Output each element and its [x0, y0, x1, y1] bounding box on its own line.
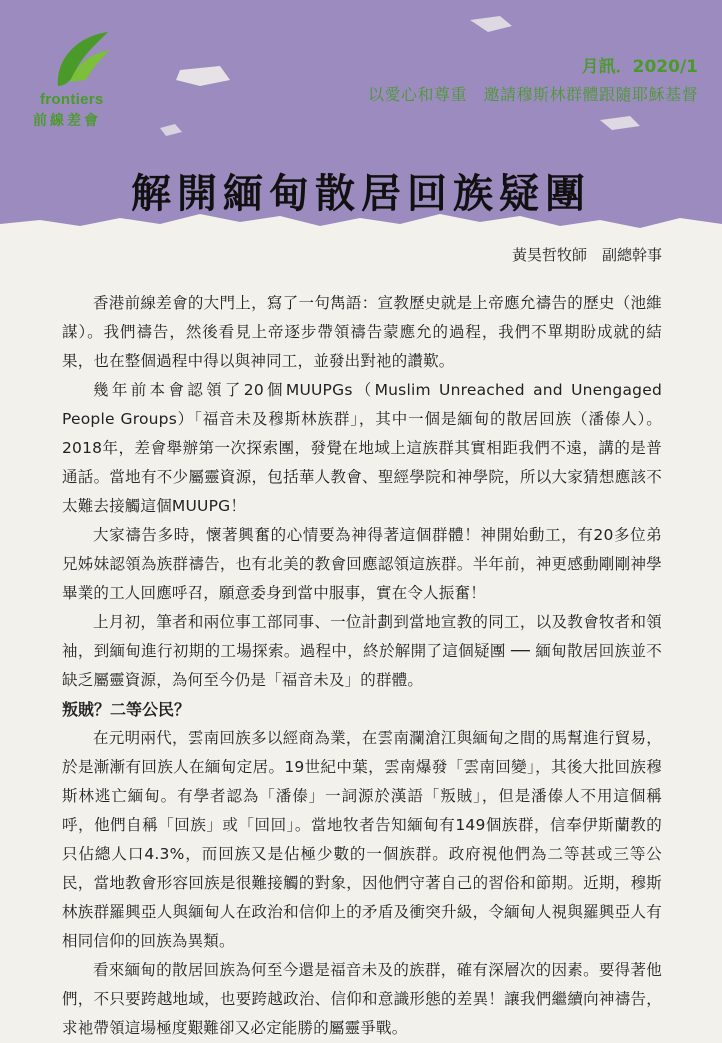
- logo-text: frontiers: [40, 91, 104, 108]
- tagline: 以愛心和尊重 邀請穆斯林群體跟隨耶穌基督: [367, 85, 698, 104]
- logo-subtext: 前線差會: [33, 113, 101, 129]
- article-title: 解開緬甸散居回族疑團: [131, 170, 591, 217]
- paragraph: 幾年前本會認領了20個MUUPGs（Muslim Unreached and Unengaged People Groups）「福音未及穆斯林族群」，其中一個是緬甸的散居回族（潘傣人）。2018年，差會舉辦第一次探索團，發覺在地域上這族群其實相距我們不遠，講的是普通話。當地有不少屬靈資源，包括華人教會、聖經學院和神學院，所以大家猜想應該不太難去接觸這個MUUPG！: [62, 381, 662, 515]
- issue-label: 月訊．2020/1: [581, 57, 698, 77]
- paragraph: 香港前線差會的大門上，寫了一句雋語：宣教歷史就是上帝應允禱告的歷史（池維謀）。我們禱告，然後看見上帝逐步帶領禱告蒙應允的過程，我們不單期盼成就的結果，也在整個過程中得以與神同工，並發出對祂的讚歎。: [62, 294, 662, 370]
- leaf-icon: [30, 28, 130, 98]
- article-body: [62, 289, 662, 1043]
- paragraph: 上月初，筆者和兩位事工部同事、一位計劃到當地宣教的同工，以及教會牧者和領袖，到緬甸進行初期的工場探索。過程中，終於解開了這個疑團 ── 緬甸散居回族並不缺乏屬靈資源，為何至今仍是「福音未及」的群體。: [62, 613, 662, 689]
- byline: 黃昊哲牧師 副總幹事: [511, 246, 662, 264]
- paragraph: 看來緬甸的散居回族為何至今還是福音未及的族群，確有深層次的因素。要得著他們，不只要跨越地域，也要跨越政治、信仰和意識形態的差異！讓我們繼續向神禱告，求祂帶領這場極度艱難卻又必定能勝的屬靈爭戰。: [62, 961, 662, 1037]
- paragraph: 大家禱告多時，懷著興奮的心情要為神得著這個群體！神開始動工，有20多位弟兄姊妹認領為族群禱告，也有北美的教會回應認領這族群。半年前，神更感動剛剛神學畢業的工人回應呼召，願意委身到當中服事，實在令人振奮！: [62, 526, 662, 602]
- paragraph: 在元明兩代，雲南回族多以經商為業，在雲南瀾滄江與緬甸之間的馬幫進行貿易，於是漸漸有回族人在緬甸定居。19世紀中葉，雲南爆發「雲南回變」，其後大批回族穆斯林逃亡緬甸。有學者認為「潘傣」一詞源於漢語「叛賊」，但是潘傣人不用這個稱呼，他們自稱「回族」或「回回」。當地牧者告知緬甸有149個族群，信奉伊斯蘭教的只佔總人口4.3%，而回族又是佔極少數的一個族群。政府視他們為二等甚或三等公民，當地教會形容回族是很難接觸的對象，因他們守著自己的習俗和節期。近期，穆斯林族群羅興亞人與緬甸人在政治和信仰上的矛盾及衝突升級，令緬甸人視與羅興亞人有相同信仰的回族為異類。: [62, 729, 662, 950]
- section-heading: 叛賊？二等公民？: [62, 700, 191, 719]
